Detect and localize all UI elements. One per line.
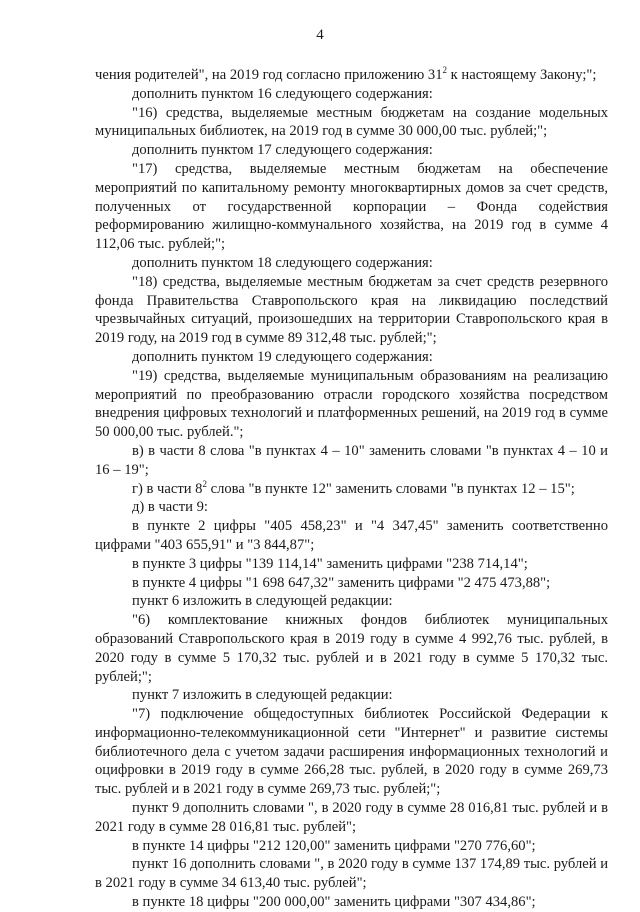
paragraph: [95, 574, 608, 593]
paragraph-text: "18) средства, выделяемые местным бюджетам за счет средств резервного фонда Правительства Ставропольского края на ликвидацию последствий чрезвычайных ситуаций, произошедших на территории Ставропольского края в 2019 году, на 2019 год в сумме 89 312,48 тыс. рублей;";: [95, 273, 608, 347]
paragraph-text: "16) средства, выделяемые местным бюджетам на создание модельных муниципальных библиотек, на 2019 год в сумме 30 000,00 тыс. рублей;";: [95, 104, 608, 140]
paragraph-text: в пункте 18 цифры "200 000,00" заменить цифрами "307 434,86";: [132, 894, 536, 911]
paragraph: [95, 480, 608, 499]
paragraph: [95, 160, 608, 254]
superscript: 2: [202, 478, 207, 489]
paragraph-text: пункт 6 изложить в следующей редакции:: [132, 593, 393, 610]
paragraph-text: "17) средства, выделяемые местным бюджетам на обеспечение мероприятий по капитальному ремонту многоквартирных домов за счет средств, полученных от государственной корпорации – Фонда содействия реформированию жилищно-коммунального хозяйства, на 2019 год в сумме 4 112,06 тыс. рублей;";: [95, 160, 608, 253]
paragraph-text: дополнить пунктом 17 следующего содержания:: [132, 142, 433, 159]
paragraph: [95, 254, 608, 273]
paragraph-text: "6) комплектование книжных фондов библиотек муниципальных образований Ставропольского края в 2019 году в сумме 4 992,76 тыс. рублей, в 2020 году в сумме 5 170,32 тыс. рублей и в 2021 году в сумме 5 170,32 тыс. рублей;";: [95, 612, 608, 685]
paragraph: [95, 611, 608, 686]
paragraph-text: слова "в пункте 12" заменить словами "в пунктах 12 – 15";: [206, 480, 575, 497]
paragraph: [95, 367, 608, 442]
paragraph: [95, 592, 608, 611]
paragraph: [95, 141, 608, 160]
page-number: 4: [316, 27, 324, 43]
paragraph-text: в пункте 14 цифры "212 120,00" заменить цифрами "270 776,60";: [132, 837, 536, 854]
paragraph-text: к настоящему Закону;";: [447, 67, 597, 83]
paragraph-text: в пункте 4 цифры "1 698 647,32" заменить цифрами "2 475 473,88";: [132, 574, 551, 591]
paragraph: [95, 837, 608, 856]
paragraph: [95, 855, 608, 893]
paragraph: [95, 686, 608, 705]
paragraph: [95, 85, 608, 104]
paragraph: [95, 273, 608, 348]
paragraph-text: чения родителей", на 2019 год согласно приложению 31: [95, 67, 443, 83]
paragraph-text: пункт 7 изложить в следующей редакции:: [132, 687, 393, 704]
paragraph: [95, 517, 608, 555]
paragraph: [95, 66, 608, 85]
paragraph: [95, 555, 608, 574]
paragraph-text: пункт 9 дополнить словами ", в 2020 году в сумме 28 016,81 тыс. рублей и в 2021 году в сумме 28 016,81 тыс. рублей";: [95, 800, 608, 835]
paragraph-text: "19) средства, выделяемые муниципальным образованиям на реализацию мероприятий по преобразованию отрасли городского хозяйства посредством внедрения цифровых технологий и платформенных решений, на 2019 год в сумме 50 000,00 тыс. рублей.";: [95, 367, 608, 441]
paragraph-text: пункт 16 дополнить словами ", в 2020 году в сумме 137 174,89 тыс. рублей и в 2021 году в сумме 34 613,40 тыс. рублей";: [95, 856, 608, 892]
paragraph-text: дополнить пунктом 18 следующего содержания:: [132, 254, 433, 271]
paragraph-text: дополнить пунктом 19 следующего содержания:: [132, 348, 433, 365]
paragraph: [95, 799, 608, 837]
paragraph: [95, 442, 608, 480]
paragraph-text: д) в части 9:: [132, 499, 208, 516]
paragraph: [95, 705, 608, 799]
paragraph: [95, 104, 608, 142]
paragraph-text: в пункте 2 цифры "405 458,23" и "4 347,45" заменить соответственно цифрами "403 655,91" и "3 844,87";: [95, 518, 608, 553]
paragraph-text: в пункте 3 цифры "139 114,14" заменить цифрами "238 714,14";: [132, 555, 528, 572]
paragraph: [95, 893, 608, 912]
document-body: [95, 66, 608, 912]
paragraph-text: г) в части 8: [132, 480, 203, 497]
paragraph-text: "7) подключение общедоступных библиотек Российской Федерации к информационно-телекоммуникационной сети "Интернет" и развитие системы библиотечного дела с учетом задачи расширения информационных технологий и оцифровки в 2019 году в сумме 266,28 тыс. рублей, в 2020 году в сумме 269,73 тыс. рублей и в 2021 году в сумме 269,73 тыс. рублей;";: [95, 706, 608, 798]
paragraph-text: дополнить пунктом 16 следующего содержания:: [132, 85, 433, 102]
paragraph-text: в) в части 8 слова "в пунктах 4 – 10" заменить словами "в пунктах 4 – 10 и 16 – 19";: [95, 442, 608, 478]
paragraph: [95, 348, 608, 367]
superscript: 2: [442, 65, 448, 76]
paragraph: [95, 498, 608, 517]
